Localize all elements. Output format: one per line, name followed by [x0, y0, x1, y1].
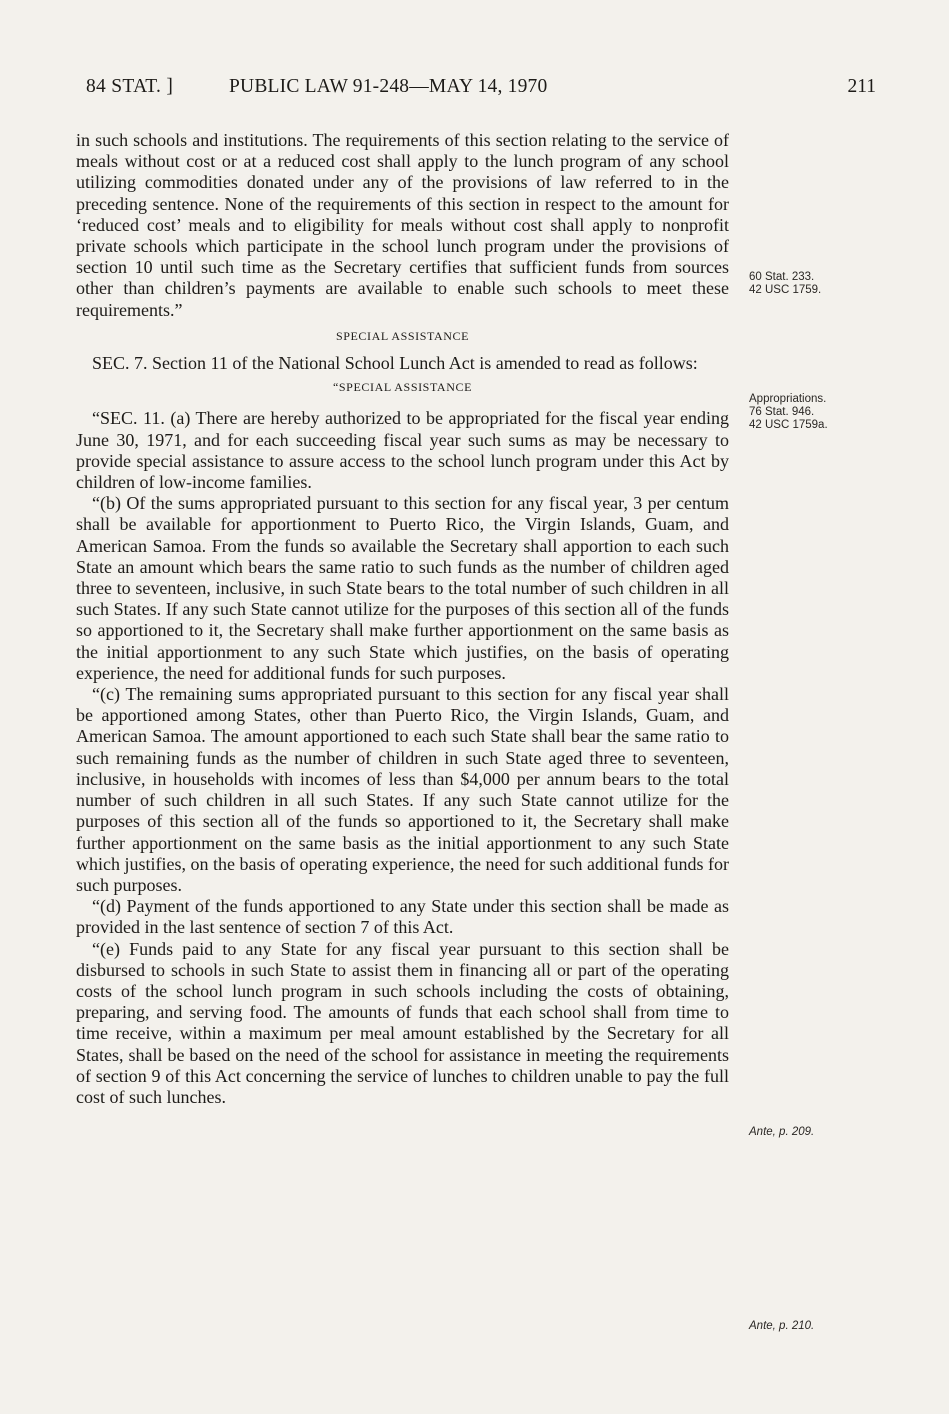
paragraph-sec-11-c: “(c) The remaining sums appropriated pursuant to this section for any fiscal year shall be apportioned among States, other than Puerto Rico, the Virgin Islands, Guam, and American Samoa. The amount apportioned to each such State shall bear the same ratio to such remaining funds as the number of children in such State aged three to seventeen, inclusive, in households with incomes of less than $4,000 per annum bears to the total number of such children in all such States. If any such State cannot utilize for the purposes of this section all of the funds so apportioned to it, the Secretary shall make further apportionment on the same basis as the initial apportionment to any such State which justifies, on the basis of operating experience, the need for such additional funds for such purposes.: [76, 684, 729, 895]
body-text: [76, 130, 729, 1108]
paragraph-sec-11-d: “(d) Payment of the funds apportioned to any State under this section shall be made as provided in the last sentence of section 7 of this Act.: [76, 896, 729, 938]
statute-volume: 84 STAT. ]: [86, 76, 174, 97]
margin-note-ante-210: Ante, p. 210.: [749, 1320, 815, 1332]
page-title: PUBLIC LAW 91-248—MAY 14, 1970: [229, 76, 548, 97]
margin-note-stat-233: 60 Stat. 233. 42 USC 1759.: [749, 271, 822, 296]
paragraph-sec-11-e: “(e) Funds paid to any State for any fiscal year pursuant to this section shall be disbursed to schools in such State to assist them in financing all or part of the operating costs of the school lunch program in such schools including the costs of obtaining, preparing, and serving food. The amounts of funds that each school shall from time to time receive, within a maximum per meal amount established by the Secretary for all States, shall be based on the need of the school for assistance in meeting the requirements of section 9 of this Act concerning the service of lunches to children unable to pay the full cost of such lunches.: [76, 938, 729, 1107]
paragraph-sec-7: SEC. 7. Section 11 of the National School Lunch Act is amended to read as follows:: [92, 353, 698, 374]
quoted-heading-special-assistance: “SPECIAL ASSISTANCE: [332, 380, 472, 395]
paragraph-sec-11-a: “SEC. 11. (a) There are hereby authorized to be appropriated for the fiscal year ending June 30, 1971, and for each succeeding fiscal year such sums as may be necessary to provide special assistance to assure access to the school lunch program under this Act by children of low-income families.: [76, 408, 729, 493]
margin-note-appropriations: Appropriations. 76 Stat. 946. 42 USC 1759a.: [749, 393, 828, 431]
margin-note-ante-209: Ante, p. 209.: [749, 1126, 815, 1138]
paragraph-continuation: in such schools and institutions. The requirements of this section relating to the service of meals without cost or at a reduced cost shall apply to the lunch program of any school utilizing commodities donated under any of the provisions of law referred to in the preceding sentence. None of the requirements of this section in respect to the amount for ‘reduced cost’ meals and to eligibility for meals without cost shall apply to nonprofit private schools which participate in the school lunch program under the provisions of section 10 until such time as the Secretary certifies that sufficient funds from sources other than children’s payments are available to enable such schools to meet these requirements.”: [76, 130, 729, 320]
page-header: [86, 76, 876, 106]
page-number: 211: [847, 76, 876, 97]
section-heading-special-assistance: SPECIAL ASSISTANCE: [335, 328, 470, 343]
paragraph-sec-11-b: “(b) Of the sums appropriated pursuant to this section for any fiscal year, 3 per centum shall be available for apportionment to Puerto Rico, the Virgin Islands, Guam, and American Samoa. From the funds so available the Secretary shall apportion to each such State an amount which bears the same ratio to such funds as the number of children aged three to seventeen, inclusive, in such State bears to the total number of such children in all such States. If any such State cannot utilize for the purposes of this section all of the funds so apportioned to it, the Secretary shall make further apportionment on the same basis as the initial apportionment to any such State which justifies, on the basis of operating experience, the need for additional funds for such purposes.: [76, 493, 729, 683]
